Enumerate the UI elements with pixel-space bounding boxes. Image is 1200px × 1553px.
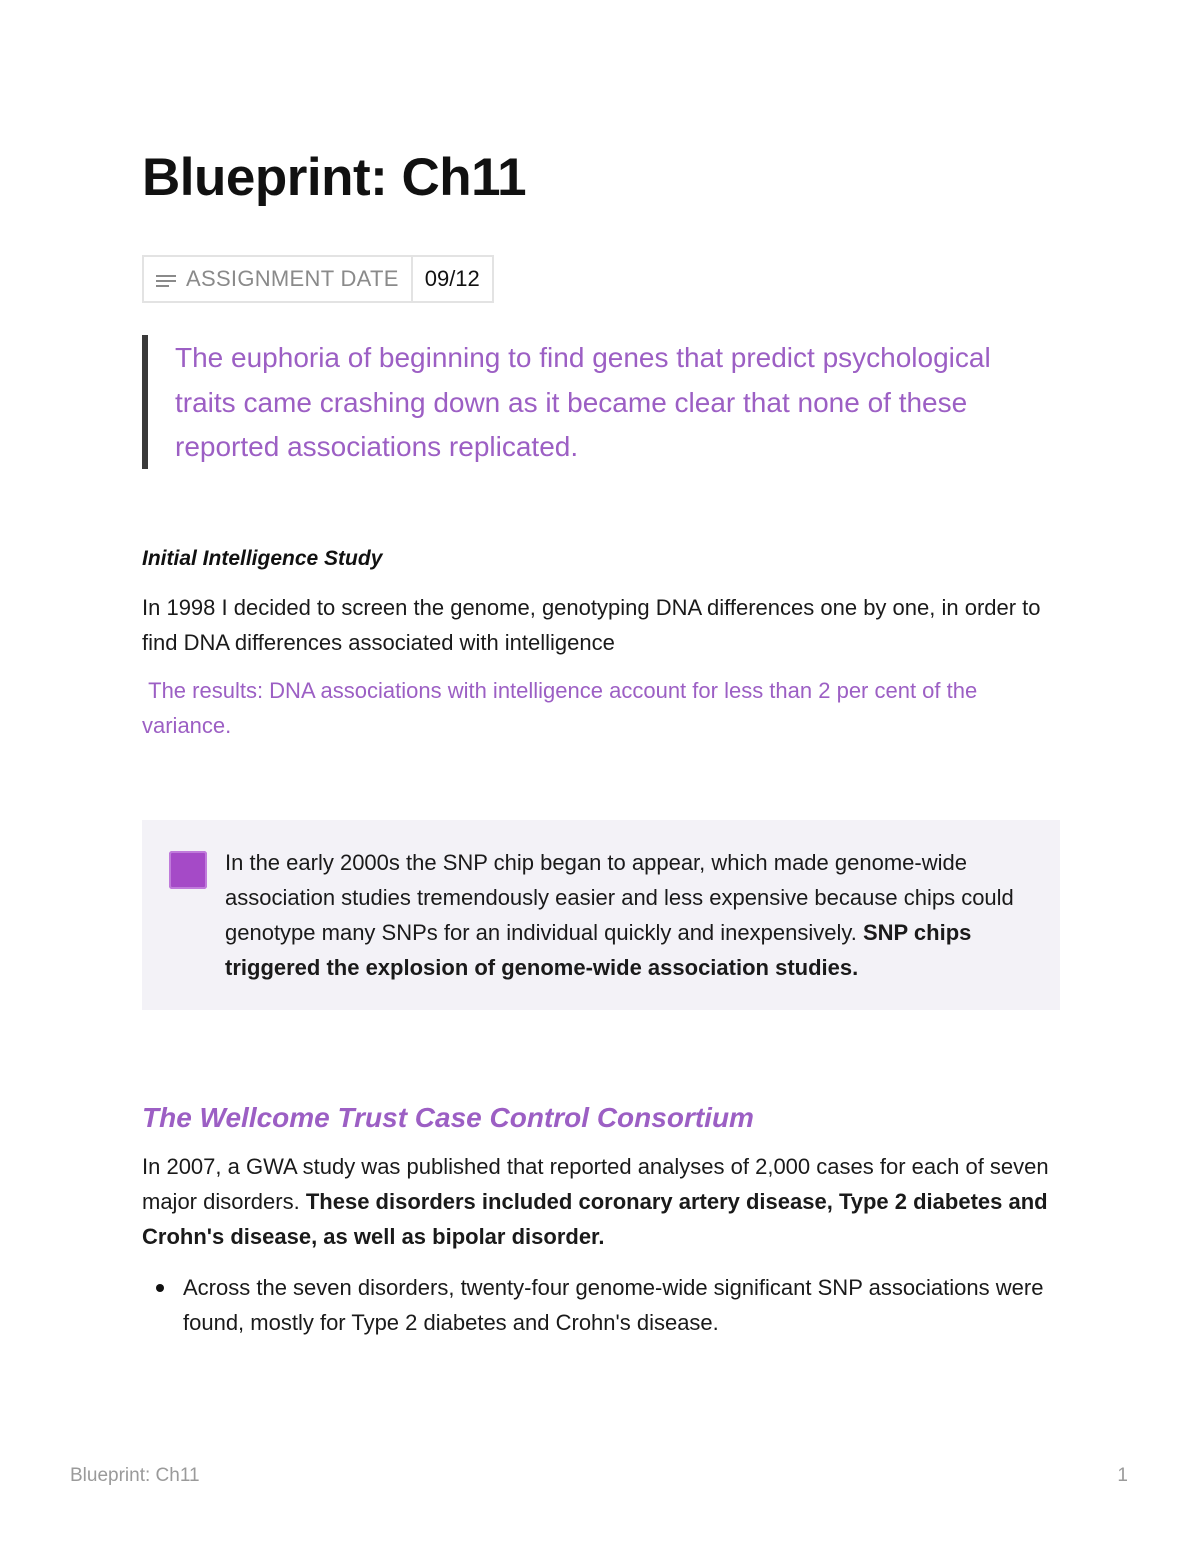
purple-square-icon: [169, 851, 207, 889]
bullet-dot-icon: [156, 1284, 164, 1292]
list-item-text: Across the seven disorders, twenty-four genome-wide significant SNP associations were found, mostly for Type 2 diabetes and Crohn's disease.: [183, 1275, 1044, 1335]
page-title: Blueprint: Ch11: [142, 148, 527, 207]
footer-title: Blueprint: Ch11: [70, 1465, 200, 1486]
paragraph-gwa-study: [142, 1149, 1052, 1254]
property-table: [142, 255, 494, 303]
quote-text: The euphoria of beginning to find genes that predict psychological traits came crashing down as it became clear that none of these reported associations replicated.: [175, 342, 991, 462]
text-lines-icon: [156, 272, 176, 290]
callout-text: [225, 845, 1035, 985]
callout-text-bold: SNP chips triggered the explosion of genome-wide association studies.: [225, 920, 972, 980]
property-key: [144, 257, 413, 301]
paragraph-gwa-plain: In 2007, a GWA study was published that reported analyses of 2,000 cases for each of seven major disorders.: [142, 1154, 1049, 1214]
section-heading-wellcome: The Wellcome Trust Case Control Consortium: [142, 1102, 754, 1133]
property-value: 09/12: [424, 266, 480, 291]
highlight-results: The results: DNA associations with intelligence account for less than 2 per cent of the variance.: [142, 678, 984, 738]
bullet-list: [142, 1270, 1060, 1340]
callout-box: [142, 820, 1060, 1010]
property-key-label: ASSIGNMENT DATE: [186, 266, 399, 291]
paragraph-gwa-bold: These disorders included coronary artery disease, Type 2 diabetes and Crohn's disease, as well as bipolar disorder.: [142, 1189, 1048, 1249]
section-heading-initial-study: Initial Intelligence Study: [142, 547, 383, 570]
list-item: [142, 1270, 1060, 1340]
paragraph-intelligence-screen: In 1998 I decided to screen the genome, genotyping DNA differences one by one, in order to find DNA differences associated with intelligence: [142, 595, 1041, 655]
callout-text-plain: In the early 2000s the SNP chip began to appear, which made genome-wide association studies tremendously easier and less expensive because chips could genotype many SNPs for an individual quickly and inexpensively.: [225, 850, 1014, 945]
footer-page-number: 1: [1117, 1465, 1128, 1486]
quote-block: [142, 335, 1042, 469]
